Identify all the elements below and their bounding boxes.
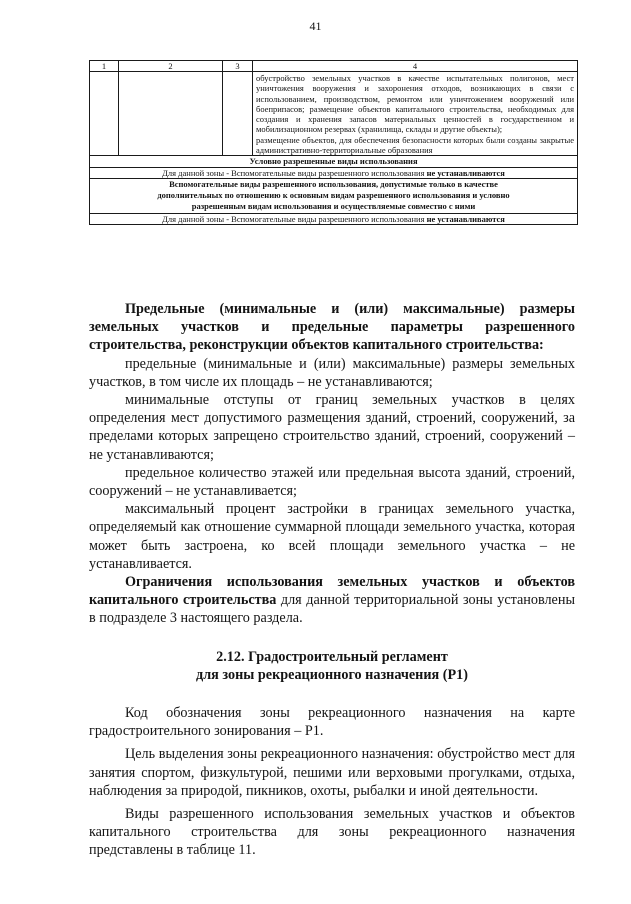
aux-uses-note-2 xyxy=(90,213,578,224)
table-text-line: были созданы закрытые административно-территориальные xyxy=(256,134,574,156)
aux-uses-note-2-text: Для данной зоны - Вспомогательные виды разрешенного использования xyxy=(162,213,427,224)
aux-uses-title-line: дополнительных по отношению к основным видам разрешенного использования и условно xyxy=(157,190,510,201)
table-header-row xyxy=(90,61,578,72)
restrictions-text: для данной территориальной зоны установлены в подразделе 3 настоящего раздела. xyxy=(89,592,575,627)
table-cell-empty xyxy=(119,72,223,156)
table-row xyxy=(90,72,578,156)
table-cell-empty xyxy=(223,72,253,156)
aux-uses-note xyxy=(90,167,578,178)
table-text-line: полигонов, мест уничтожения вооружения и захоронения отходов, xyxy=(256,73,575,94)
column-number-2: 2 xyxy=(119,61,223,72)
column-number-3: 3 xyxy=(223,61,253,72)
section-heading xyxy=(89,648,575,684)
aux-uses-note-2-value: не устанавливаются xyxy=(426,213,505,224)
table-text-line: размещение объектов, для обеспечения безопасности которых xyxy=(256,134,484,145)
table-text-line: образования xyxy=(387,145,433,156)
table-text-line: или уничтожением вооружений или боеприпасов; размещение xyxy=(256,93,575,114)
section-heading-line-1: 2.12. Градостроительный регламент xyxy=(216,648,448,665)
limits-heading: Предельные (минимальные и (или) максимальные) размеры земельных участков и предельные параметры разрешенного строительства, реконструкции объектов капитального строительства: xyxy=(89,301,575,354)
zone-uses-paragraph: Виды разрешенного использования земельных участков и объектов капитального строительства для зоны рекреационного назначения представлены в таблице 11. xyxy=(89,806,575,859)
limit-paragraph-coverage: максимальный процент застройки в границах земельного участка, определяемый как отношение суммарной площади земельного участка, которая может быть застроена, ко всей площади земельного участка – не устанавливается. xyxy=(89,501,575,572)
table-text-line: обустройство земельных участков в качестве испытательных xyxy=(256,73,503,83)
restrictions-paragraph xyxy=(89,573,575,628)
table-cell-description xyxy=(253,72,578,156)
table-text-line: возникающих в связи с использованием, производством, ремонтом xyxy=(256,83,574,104)
limit-paragraph-setbacks: минимальные отступы от границ земельных участков в целях определения мест допустимого размещения зданий, строений, сооружений, за пределами которых запрещено строительство зданий, строений, сооружений – не устанавливаются; xyxy=(89,392,575,463)
aux-uses-title xyxy=(90,178,578,213)
zone-purpose-paragraph: Цель выделения зоны рекреационного назначения: обустройство мест для занятия спортом, физкультурой, пешими или верховыми прогулками, отдыха, наблюдения за природой, пикников, охоты, рыбалки и иной деятельности. xyxy=(89,746,575,799)
land-use-table xyxy=(89,60,578,225)
column-number-4: 4 xyxy=(253,61,578,72)
section-heading-line-2: для зоны рекреационного назначения (Р1) xyxy=(196,666,468,683)
table-row xyxy=(90,178,578,213)
table-row xyxy=(90,167,578,178)
limit-paragraph-size: предельные (минимальные и (или) максимальные) размеры земельных участков, в том числе их площадь – не устанавливаются; xyxy=(89,355,575,390)
table-row xyxy=(90,156,578,167)
conditional-uses-title: Условно разрешенные виды использования xyxy=(90,156,578,167)
body-text xyxy=(89,300,575,860)
table-cell-empty xyxy=(90,72,119,156)
aux-uses-title-line: Вспомогательные виды разрешенного использования, допустимые только в качестве xyxy=(169,178,498,189)
aux-uses-note-text: Для данной зоны - Вспомогательные виды разрешенного использования xyxy=(162,167,427,178)
zone-code-paragraph: Код обозначения зоны рекреационного назначения на карте градостроительного зонирования – Р1. xyxy=(89,705,575,740)
table-text-line: мобилизационном резервах (хранилища, склады и другие xyxy=(256,124,465,135)
column-number-1: 1 xyxy=(90,61,119,72)
table-text-line: объектов капитального строительства, необходимых для создания xyxy=(256,103,575,125)
table-text-line: объекты); xyxy=(466,124,503,135)
restrictions-bold: Ограничения использования земельных участков и объектов капитального строительства xyxy=(89,574,575,609)
aux-uses-note-value: не устанавливаются xyxy=(426,167,505,178)
aux-uses-title-line: разрешенным видам использования и осуществляемые совместно с ними xyxy=(191,201,476,212)
page-number: 41 xyxy=(309,19,322,33)
limit-paragraph-floors: предельное количество этажей или предельная высота зданий, строений, сооружений – не устанавливается; xyxy=(89,464,575,500)
table-row xyxy=(90,213,578,224)
table-text-line: и хранения запасов материальных ценностей в государственном и xyxy=(295,114,574,125)
